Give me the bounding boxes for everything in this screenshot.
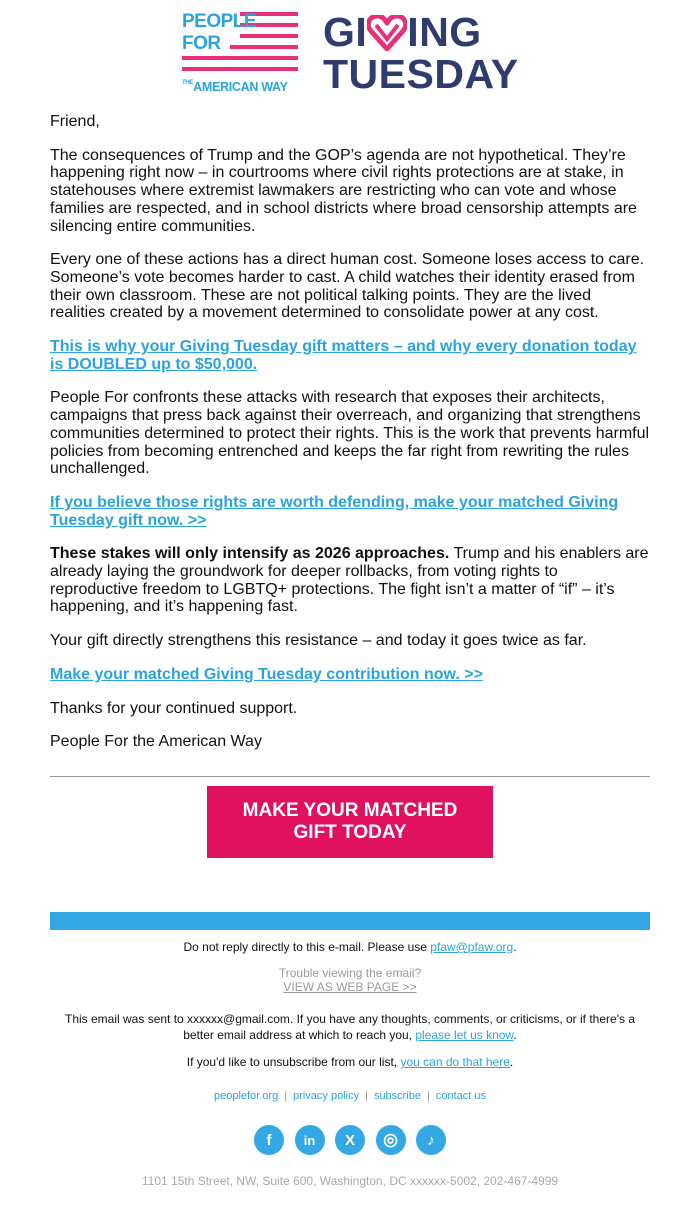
greeting: Friend, — [50, 113, 100, 130]
pfaw-logo-amway: AMERICAN WAY — [193, 80, 288, 94]
unsubscribe-period: . — [509, 1055, 514, 1069]
sent-to-notice — [50, 1011, 650, 1043]
peoplefor-link[interactable]: peoplefor.org — [213, 1090, 279, 1102]
tiktok-icon[interactable]: ♪ — [416, 1125, 446, 1155]
paragraph-4-rest: Trump and his enablers are already laying the groundwork for deeper rollbacks, from voting rights to reproductive freedom to LGBTQ+ protections. The fight isn’t a matter of “if” – it’s happening, and it’s happening fast. — [50, 545, 649, 616]
subscribe-link[interactable]: subscribe — [373, 1090, 422, 1102]
pfaw-logo-the: THE — [182, 80, 194, 86]
link-separator: | — [365, 1090, 368, 1102]
gt-logo-ing: ING — [407, 9, 482, 55]
pfaw-email-link[interactable]: pfaw@pfaw.org — [430, 940, 514, 954]
thanks-line: Thanks for your continued support. — [50, 699, 298, 717]
gt-logo-line2: TUESDAY — [323, 51, 519, 97]
unsubscribe-link[interactable]: you can do that here — [400, 1055, 510, 1069]
link-separator: | — [284, 1090, 288, 1102]
make-matched-gift-button[interactable]: MAKE YOUR MATCHED GIFT TODAY — [207, 786, 493, 858]
web-page-line — [50, 979, 650, 995]
sent-to-text: This email was sent to xxxxxx@gmail.com. If you have any thoughts, comments, or criticisms, or if there's a better email address at which to reach you, — [65, 1012, 635, 1042]
email-body — [50, 113, 650, 767]
email-header — [0, 0, 700, 110]
view-as-web-page-link[interactable]: VIEW AS WEB PAGE >> — [283, 980, 417, 994]
instagram-icon[interactable]: ◎ — [376, 1125, 406, 1155]
pfaw-logo[interactable] — [182, 10, 300, 96]
footer-color-bar — [50, 912, 650, 930]
signoff: People For the American Way — [50, 733, 262, 751]
noreply-text: Do not reply directly to this e-mail. Please use — [183, 940, 431, 954]
linkedin-icon[interactable]: in — [295, 1125, 325, 1155]
pfaw-logo-line3 — [182, 80, 288, 94]
facebook-icon[interactable]: f — [254, 1125, 284, 1155]
privacy-policy-link[interactable]: privacy policy — [293, 1090, 360, 1102]
unsubscribe-notice — [50, 1054, 650, 1070]
x-icon[interactable]: X — [335, 1125, 365, 1155]
social-icons — [254, 1125, 446, 1155]
noreply-notice — [50, 939, 650, 955]
divider — [50, 776, 650, 777]
paragraph-4 — [50, 545, 650, 616]
trouble-viewing: Trouble viewing the email? — [278, 966, 422, 980]
paragraph-3: People For confronts these attacks with research that exposes their architects, campaigns that press back against their overreach, and organizing that strengthens communities determined to protect their rights. This is the work that prevents harmful policies from becoming entrenched and keeps the far right from rewriting the rules unchallenged. — [50, 389, 650, 478]
paragraph-2: Every one of these actions has a direct human cost. Someone loses access to care. Someone’s vote becomes harder to cast. A child watches their identity erased from their own classroom. These are not political talking points. They are the lived realities created by a movement determined to consolidate power at any cost. — [50, 251, 645, 322]
sent-to-period: . — [513, 1028, 517, 1042]
matched-contribution-link[interactable]: Make your matched Giving Tuesday contribution now. >> — [50, 665, 483, 683]
link-separator: | — [427, 1090, 430, 1102]
pfaw-logo-line2: FOR — [182, 33, 221, 54]
matched-gift-link[interactable]: If you believe those rights are worth defending, make your matched Giving Tuesday gift now. >> — [50, 493, 619, 529]
paragraph-1: The consequences of Trump and the GOP’s agenda are not hypothetical. They’re happening right now – in courtrooms where civil rights protections are at stake, in statehouses where extremist lawmakers are restricting who can vote and whose families are respected, and in school districts where broad censorship attempts are silencing entire communities. — [50, 146, 637, 235]
noreply-period: . — [513, 940, 517, 954]
let-us-know-link[interactable]: please let us know — [415, 1028, 514, 1042]
link-paragraph-3 — [50, 666, 650, 684]
paragraph-5: Your gift directly strengthens this resistance – and today it goes twice as far. — [50, 632, 587, 650]
footer-links — [50, 1090, 650, 1102]
link-paragraph-1 — [50, 338, 650, 373]
link-paragraph-2 — [50, 494, 650, 529]
contact-us-link[interactable]: contact us — [435, 1090, 487, 1102]
paragraph-4-bold: These stakes will only intensify as 2026 approaches. — [50, 545, 450, 563]
heart-icon — [367, 15, 407, 51]
gift-matters-link[interactable]: This is why your Giving Tuesday gift matters – and why every donation today is DOUBLED up to $50,000. — [50, 338, 637, 373]
gt-logo-gi: GI — [323, 9, 368, 55]
giving-tuesday-logo[interactable] — [323, 10, 523, 96]
unsubscribe-text: If you'd like to unsubscribe from our list, — [186, 1055, 401, 1069]
mailing-address: 1101 15th Street, NW, Suite 600, Washington, DC xxxxxx-5002, 202-467-4999 — [141, 1174, 559, 1188]
gt-logo-line1 — [323, 9, 482, 55]
pfaw-logo-line1: PEOPLE — [182, 11, 257, 32]
